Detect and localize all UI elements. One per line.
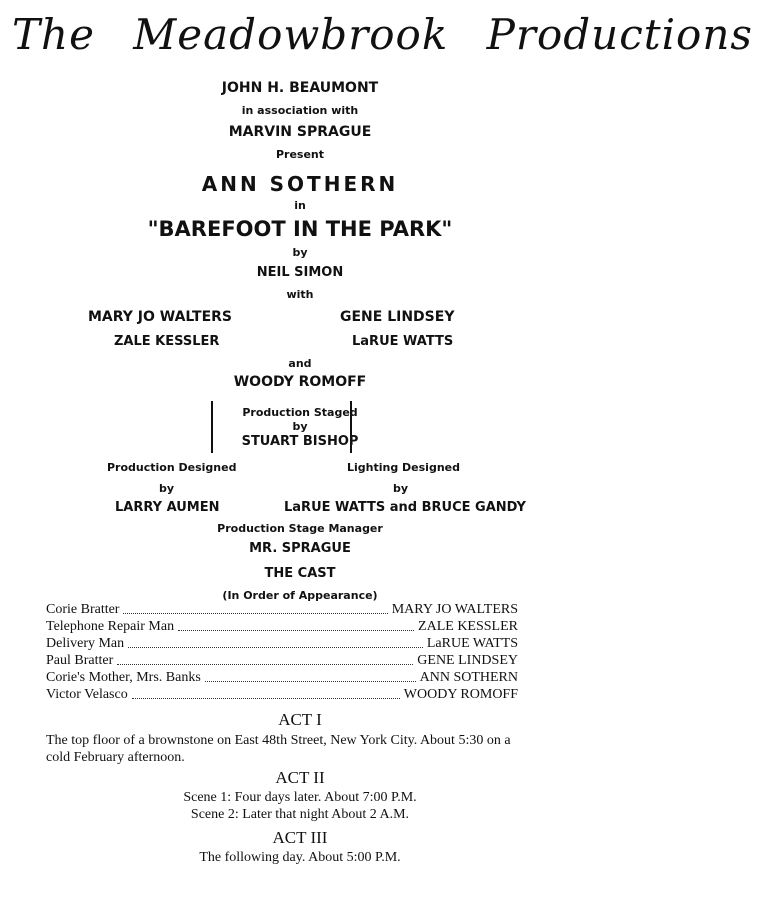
play-title: "BAREFOOT IN THE PARK" xyxy=(147,217,453,241)
cast-actor: WOODY ROMOFF xyxy=(403,687,518,702)
with-text: with xyxy=(286,288,314,301)
coproducer-name: MARVIN SPRAGUE xyxy=(228,124,372,140)
author-name: NEIL SIMON xyxy=(256,265,344,280)
cast-role: Paul Bratter xyxy=(46,653,114,668)
leader-dots xyxy=(123,613,387,614)
star-name: ANN SOTHERN xyxy=(201,172,399,196)
act-2-scene-1: Scene 1: Four days later. About 7:00 P.M. xyxy=(183,790,417,805)
leader-dots xyxy=(178,630,414,631)
cast-subtitle: (In Order of Appearance) xyxy=(222,589,378,602)
act-2-scene-2: Scene 2: Later that night About 2 A.M. xyxy=(190,807,410,822)
association-text: in association with xyxy=(241,104,359,117)
costar-gene-lindsey: GENE LINDSEY xyxy=(340,309,455,325)
leader-dots xyxy=(132,698,400,699)
stage-manager-name: MR. SPRAGUE xyxy=(249,541,351,556)
act-1-title: ACT I xyxy=(278,710,322,729)
costar-zale-kessler: ZALE KESSLER xyxy=(114,334,220,349)
act-1-setting: The top floor of a brownstone on East 48th Street, New York City. About 5:30 on a cold February afternoon. xyxy=(46,733,511,765)
director-name: STUART BISHOP xyxy=(241,434,359,449)
by-text: by xyxy=(292,246,308,259)
cast-row xyxy=(46,618,518,635)
present-text: Present xyxy=(275,148,325,161)
cast-role: Victor Velasco xyxy=(46,687,128,702)
lighting-designed-label: Lighting Designed xyxy=(347,461,460,474)
in-text: in xyxy=(294,199,306,212)
cast-row xyxy=(46,652,518,669)
production-designed-by: by xyxy=(159,482,175,495)
staged-by: by xyxy=(292,420,308,433)
act-3-title: ACT III xyxy=(272,828,328,847)
cast-actor: ZALE KESSLER xyxy=(418,619,518,634)
and-text: and xyxy=(288,357,312,370)
header-word-1: The xyxy=(12,10,95,59)
cast-actor: GENE LINDSEY xyxy=(417,653,518,668)
cast-row xyxy=(46,686,518,703)
leader-dots xyxy=(205,681,416,682)
staged-label: Production Staged xyxy=(242,406,358,419)
cast-row xyxy=(46,601,518,618)
lighting-designer-names: LaRUE WATTS and BRUCE GANDY xyxy=(284,500,526,515)
costar-woody-romoff: WOODY ROMOFF xyxy=(233,374,367,390)
header-word-3: Productions xyxy=(486,10,753,59)
production-designer-name: LARRY AUMEN xyxy=(115,500,220,515)
header-word-2: Meadowbrook xyxy=(133,10,449,59)
cast-row xyxy=(46,669,518,686)
cast-role: Corie's Mother, Mrs. Banks xyxy=(46,670,201,685)
costar-mary-jo-walters: MARY JO WALTERS xyxy=(88,309,233,325)
leader-dots xyxy=(128,647,423,648)
act-3-setting: The following day. About 5:00 P.M. xyxy=(199,850,401,865)
cast-title: THE CAST xyxy=(264,566,336,581)
cast-actor: LaRUE WATTS xyxy=(426,636,518,651)
lighting-designed-by: by xyxy=(393,482,409,495)
cast-role: Telephone Repair Man xyxy=(46,619,175,634)
stage-manager-label: Production Stage Manager xyxy=(217,522,383,535)
cast-row xyxy=(46,635,518,652)
leader-dots xyxy=(117,664,413,665)
cast-actor: MARY JO WALTERS xyxy=(391,602,518,617)
cast-role: Corie Bratter xyxy=(46,602,120,617)
cast-actor: ANN SOTHERN xyxy=(419,670,518,685)
producer-name: JOHN H. BEAUMONT xyxy=(221,80,379,96)
act-2-title: ACT II xyxy=(275,768,325,787)
production-designed-label: Production Designed xyxy=(107,461,237,474)
costar-larue-watts: LaRUE WATTS xyxy=(352,334,454,349)
cast-role: Delivery Man xyxy=(46,636,125,651)
production-company-header xyxy=(0,10,753,59)
